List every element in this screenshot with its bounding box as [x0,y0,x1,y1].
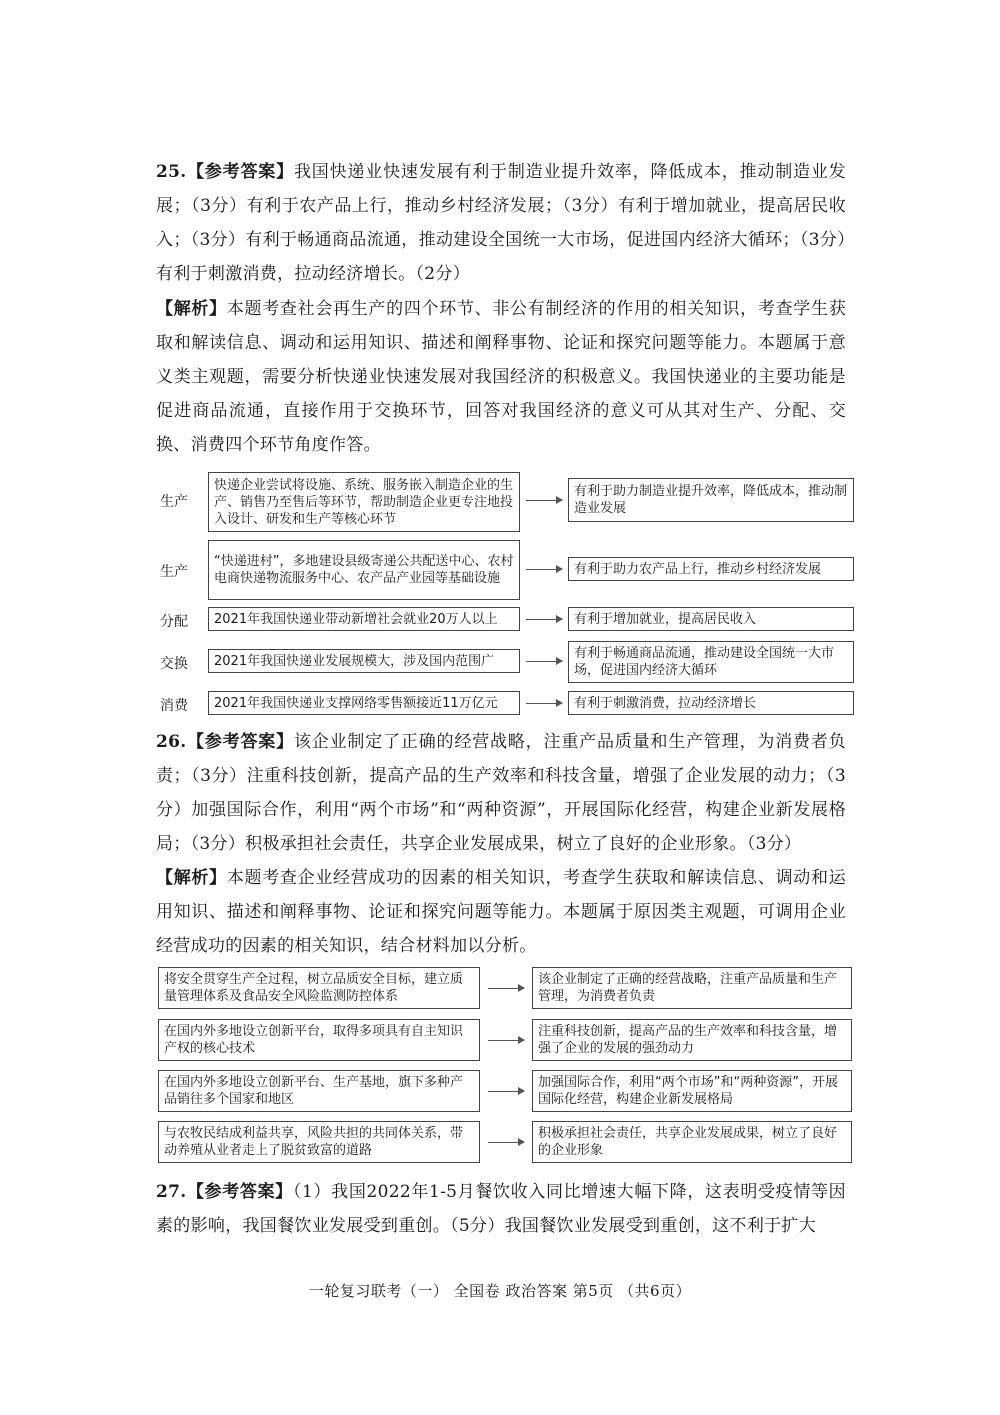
q26-left-box: 在国内外多地设立创新平台，取得多项具有自主知识产权的核心技术 [158,1019,480,1061]
q26-right-box: 加强国际合作，利用“两个市场”和“两种资源”，开展国际化经营，构建企业新发展格局 [532,1070,852,1112]
q25-answer-text: 我国快递业快速发展有利于制造业提升效率，降低成本，推动制造业发展；（3分）有利于农产品上行，推动乡村经济发展；（3分）有利于增加就业，提高居民收入；（3分）有利于畅通商品流通，推动建设全国统一大市场，促进国内经济大循环；（3分）有利于刺激消费，拉动经济增长。（2分） [156,162,846,284]
q25-row-label: 分配 [160,614,188,630]
q25-answer [156,155,846,291]
q25-left-box: 2021年我国快递业支撑网络零售额接近11万亿元 [208,691,520,715]
q25-row-label: 生产 [160,564,188,580]
q26-answer [156,725,846,861]
arrow-right-icon [488,988,524,989]
q27-answer [156,1175,846,1243]
q26-analysis-label: 【解析】 [156,868,227,888]
q25-left-box: “快递进村”，多地建设县级寄递公共配送中心、农村电商快递物流服务中心、农产品产业园等基础设施 [208,540,520,600]
q25-analysis-label: 【解析】 [156,299,227,319]
q25-row-label: 交换 [160,656,188,672]
q25-analysis-text: 本题考查社会再生产的四个环节、非公有制经济的作用的相关知识，考查学生获取和解读信息、调动和运用知识、描述和阐释事物、论证和探究问题等能力。本题属于意义类主观题，需要分析快递业快速发展对我国经济的积极意义。我国快递业的主要功能是促进商品流通，直接作用于交换环节，回答对我国经济的意义可从其对生产、分配、交换、消费四个环节角度作答。 [156,299,846,455]
q25-left-box: 2021年我国快递业发展规模大，涉及国内范围广 [208,649,520,673]
q25-row-label: 消费 [160,698,188,714]
page-footer: 一轮复习联考（一） 全国卷 政治答案 第5页 （共6页） [308,1282,692,1300]
q26-right-box: 该企业制定了正确的经营战略，注重产品质量和生产管理，为消费者负责 [532,967,852,1009]
q26-answer-text: 该企业制定了正确的经营战略，注重产品质量和生产管理，为消费者负责；（3分）注重科技创新，提高产品的生产效率和科技含量，增强了企业发展的动力；（3分）加强国际合作，利用“两个市场”和“两种资源”，开展国际化经营，构建企业新发展格局；（3分）积极承担社会责任，共享企业发展成果，树立了良好的企业形象。（3分） [156,732,846,854]
q26-analysis [156,861,846,963]
q26-right-box: 积极承担社会责任，共享企业发展成果，树立了良好的企业形象 [532,1121,852,1163]
q25-right-box: 有利于增加就业，提高居民收入 [568,607,854,631]
arrow-right-icon [526,661,562,662]
q26-analysis-text: 本题考查企业经营成功的因素的相关知识，考查学生获取和解读信息、调动和运用知识、描述和阐释事物、论证和探究问题等能力。本题属于原因类主观题，可调用企业经营成功的因素的相关知识，结合材料加以分析。 [156,868,846,956]
q26-answer-label: 26.【参考答案】 [156,732,294,752]
q25-analysis [156,292,846,462]
q25-right-box: 有利于刺激消费，拉动经济增长 [568,691,854,715]
q25-right-box: 有利于助力农产品上行，推动乡村经济发展 [568,557,854,581]
q26-left-box: 在国内外多地设立创新平台、生产基地，旗下多种产品销往多个国家和地区 [158,1070,480,1112]
q25-row-label: 生产 [160,494,188,510]
arrow-right-icon [526,569,562,570]
q25-right-box: 有利于畅通商品流通，推动建设全国统一大市场，促进国内经济大循环 [568,641,854,683]
q26-left-box: 将安全贯穿生产全过程，树立品质安全目标，建立质量管理体系及食品安全风险监测防控体系 [158,967,480,1009]
q25-right-box: 有利于助力制造业提升效率，降低成本，推动制造业发展 [568,478,854,522]
arrow-right-icon [488,1142,524,1143]
arrow-right-icon [526,703,562,704]
q27-answer-label: 27.【参考答案】 [156,1182,293,1202]
arrow-right-icon [526,500,562,501]
arrow-right-icon [488,1040,524,1041]
q25-left-box: 快递企业尝试将设施、系统、服务嵌入制造企业的生产、销售乃至售后等环节，帮助制造企业更专注地投入设计、研发和生产等核心环节 [208,472,520,532]
arrow-right-icon [488,1091,524,1092]
arrow-right-icon [526,619,562,620]
q27-answer-text: （1）我国2022年1-5月餐饮收入同比增速大幅下降，这表明受疫情等因素的影响，我国餐饮业发展受到重创。（5分）我国餐饮业发展受到重创，这不利于扩大 [156,1182,846,1236]
q25-answer-label: 25.【参考答案】 [156,162,294,182]
q26-right-box: 注重科技创新，提高产品的生产效率和科技含量，增强了企业的发展的强劲动力 [532,1019,852,1061]
q25-left-box: 2021年我国快递业带动新增社会就业20万人以上 [208,607,520,631]
q26-left-box: 与农牧民结成利益共享，风险共担的共同体关系，带动养殖从业者走上了脱贫致富的道路 [158,1121,480,1163]
